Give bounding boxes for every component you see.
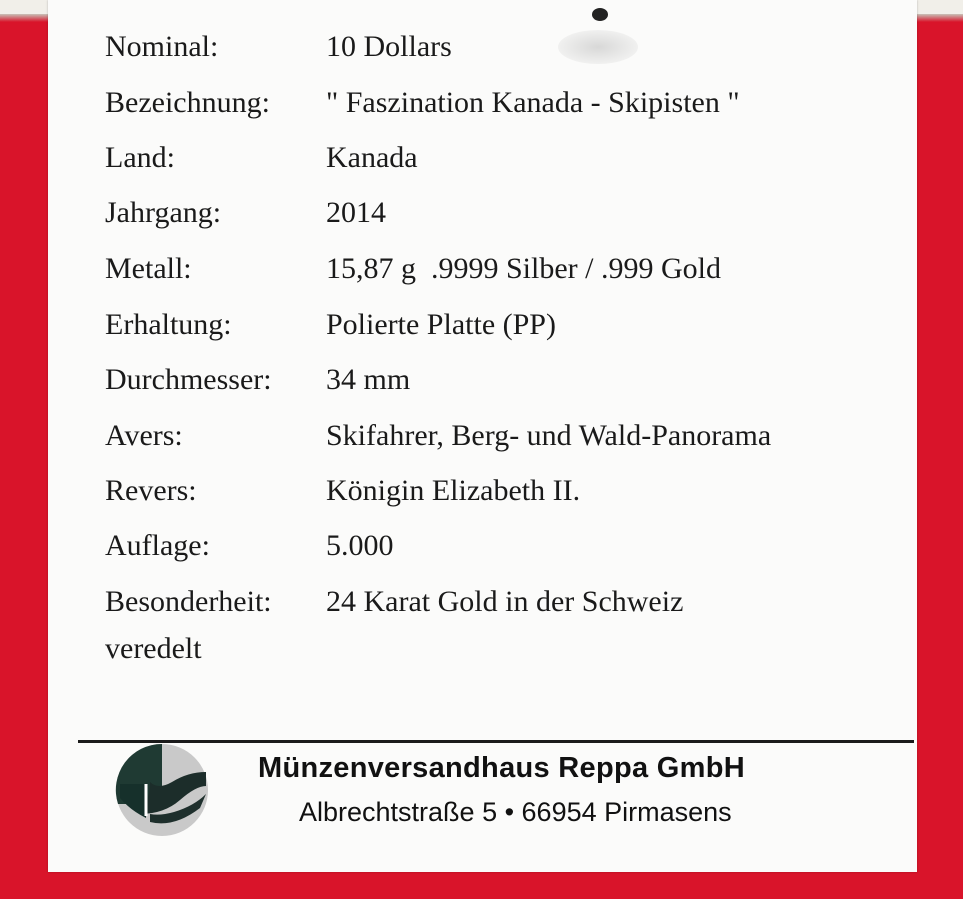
spec-value: Kanada — [326, 141, 418, 174]
punch-hole — [592, 8, 608, 21]
spec-label: Durchmesser: — [105, 363, 272, 396]
spec-value: 24 Karat Gold in der Schweiz — [326, 585, 684, 618]
company-name: Münzenversandhaus Reppa GmbH — [258, 752, 745, 784]
company-address: Albrechtstraße 5 • 66954 Pirmasens — [299, 797, 732, 827]
spec-label: Land: — [105, 141, 175, 174]
spec-label: Auflage: — [105, 529, 210, 562]
spec-value: 15,87 g .9999 Silber / .999 Gold — [326, 252, 721, 285]
reppa-logo-icon — [110, 742, 214, 838]
spec-label: Bezeichnung: — [105, 86, 270, 119]
spec-value: 10 Dollars — [326, 30, 452, 63]
spec-label: Besonderheit: — [105, 585, 272, 618]
spec-value-continuation: veredelt — [105, 632, 202, 665]
spec-label: Jahrgang: — [105, 196, 222, 229]
coin-info-card — [48, 0, 917, 872]
paper-smudge — [558, 30, 638, 64]
spec-value: 2014 — [326, 196, 386, 229]
spec-value: Skifahrer, Berg- und Wald-Panorama — [326, 419, 772, 452]
spec-label: Erhaltung: — [105, 308, 232, 341]
spec-value: 34 mm — [326, 363, 411, 396]
spec-value: " Faszination Kanada - Skipisten " — [326, 86, 740, 119]
spec-value: Polierte Platte (PP) — [326, 308, 556, 341]
spec-label: Metall: — [105, 252, 192, 285]
spec-label: Avers: — [105, 419, 183, 452]
spec-label: Revers: — [105, 474, 197, 507]
spec-value: 5.000 — [326, 529, 394, 562]
spec-value: Königin Elizabeth II. — [326, 474, 581, 507]
spec-label: Nominal: — [105, 30, 219, 63]
